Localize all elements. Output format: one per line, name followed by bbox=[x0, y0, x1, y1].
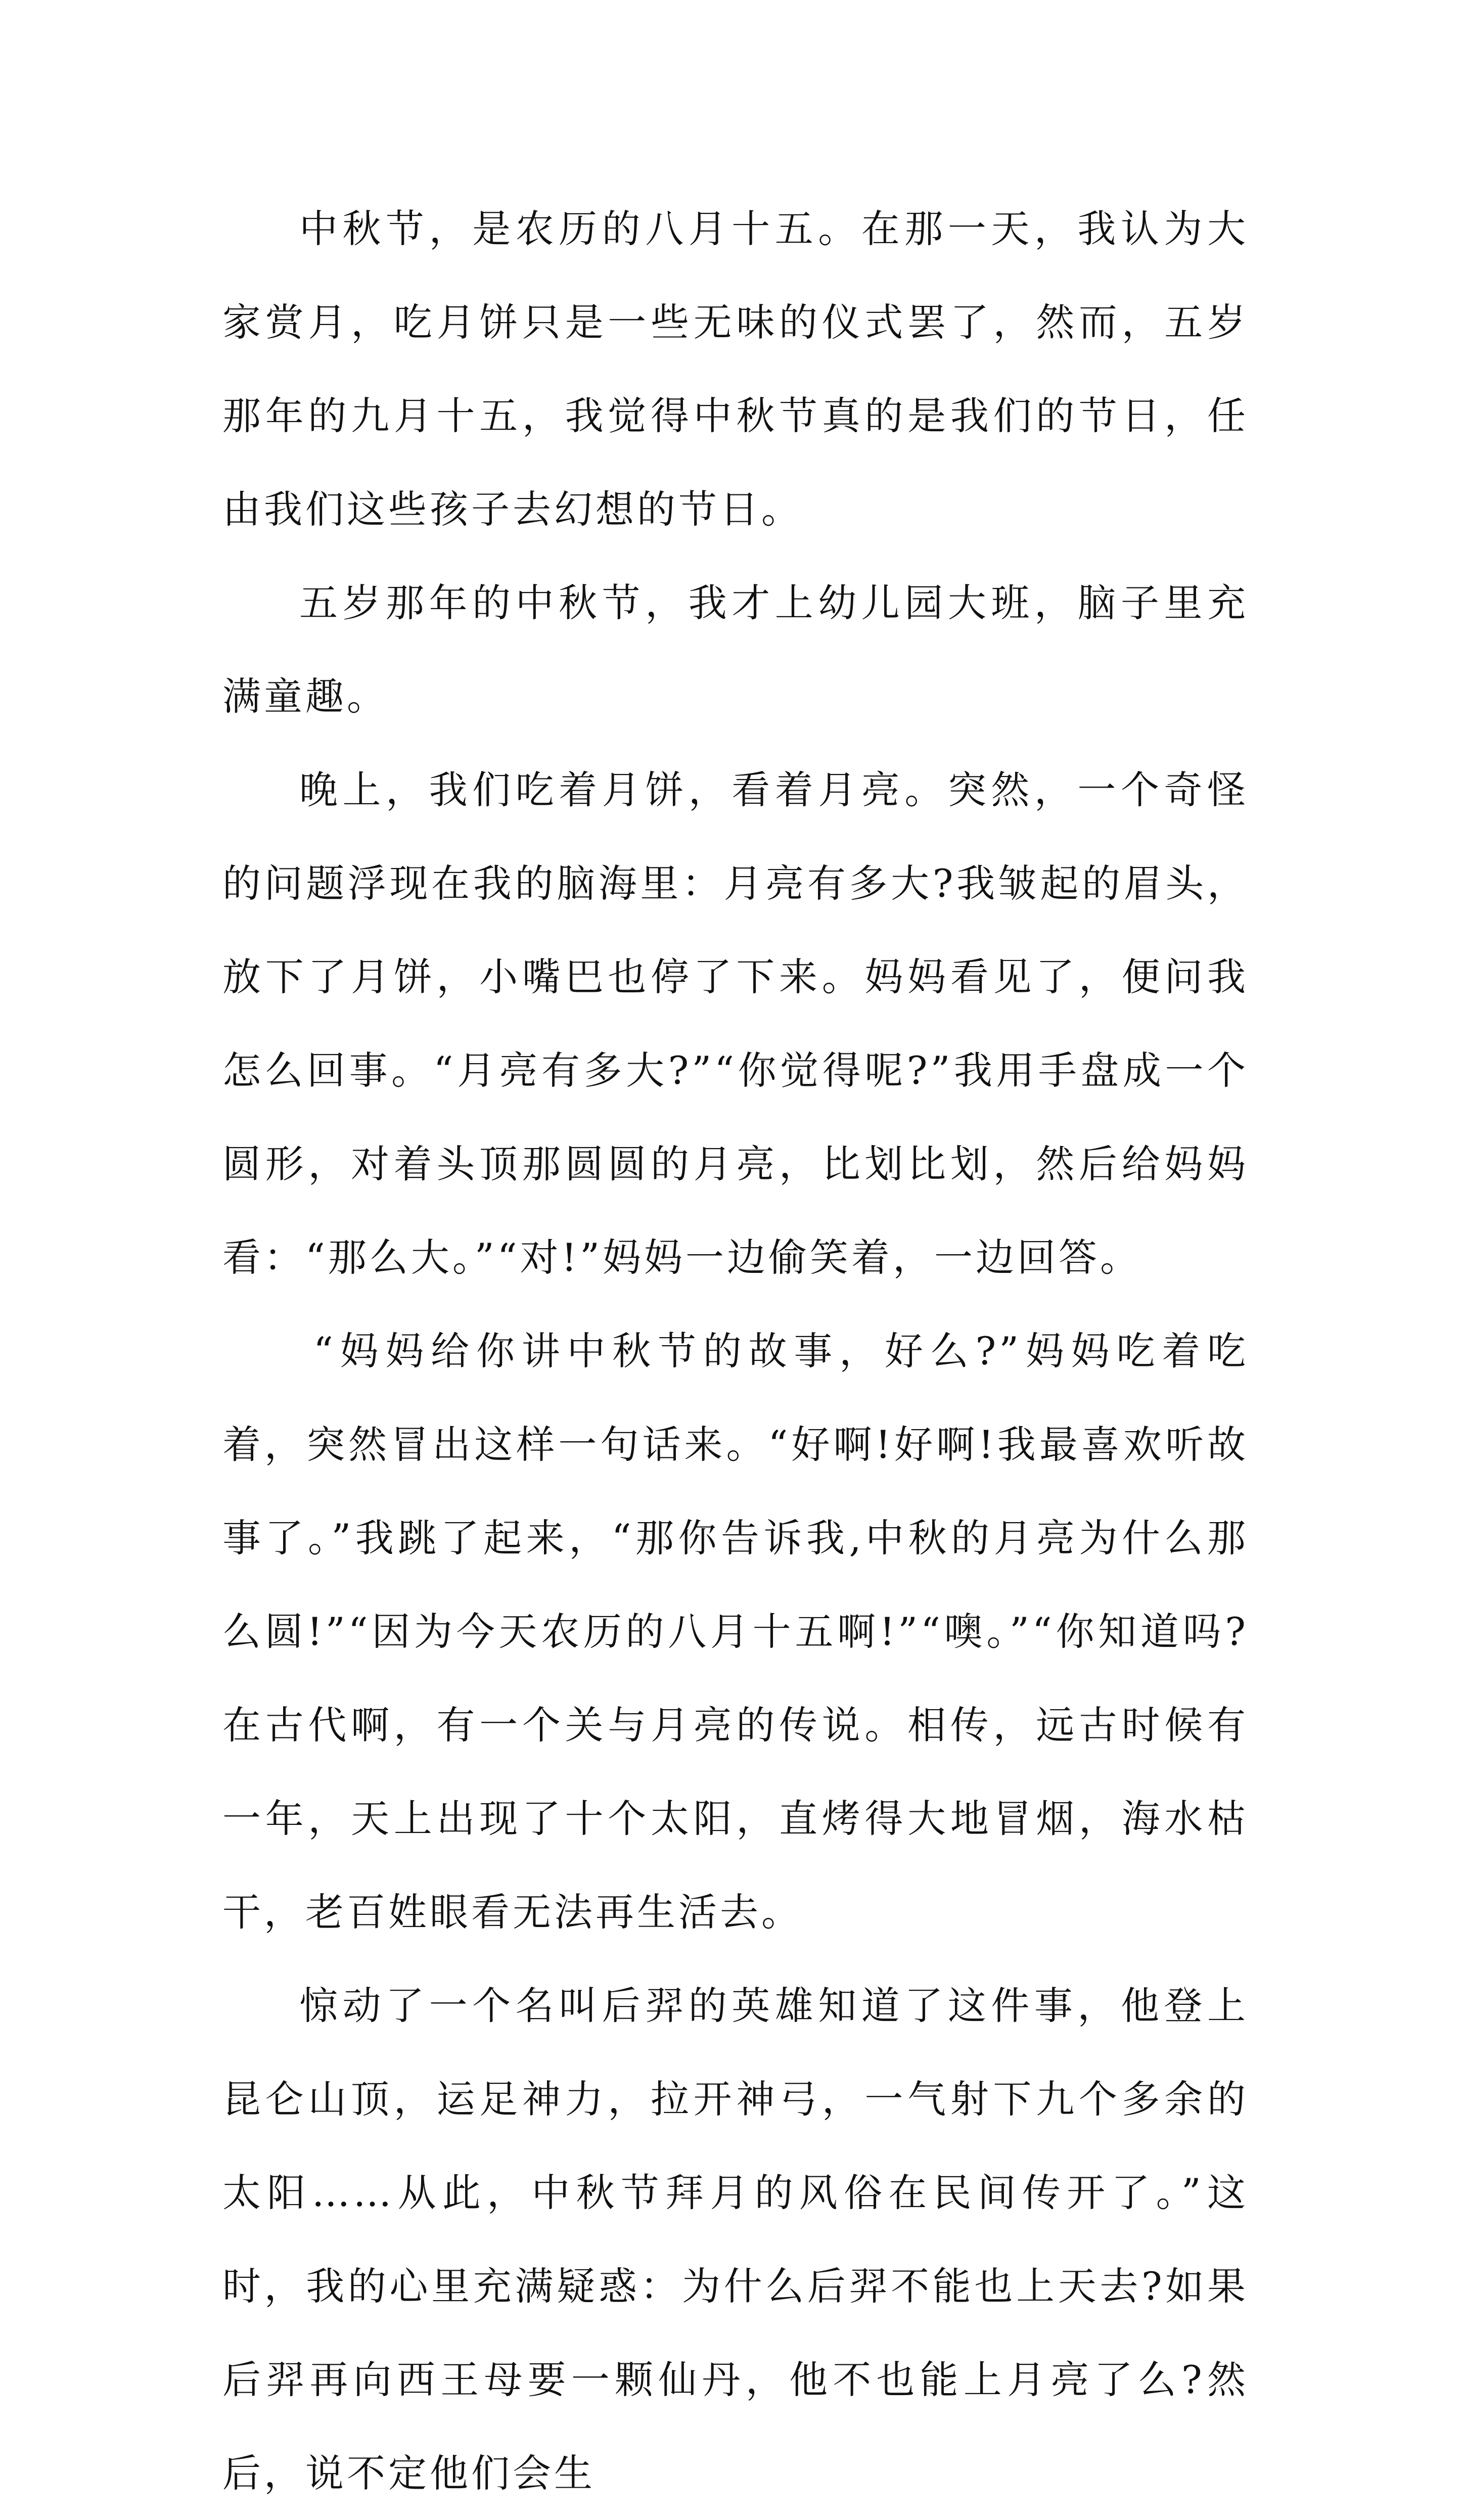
paragraph-1: 中秋节，是农历的八月十五。在那一天，我认为大家赏月，吃月饼只是一些无味的仪式罢了，然而，五岁那年的九月十五，我觉得中秋节真的是我们的节日，任由我们这些孩子去幻想的节日。 bbox=[222, 206, 1249, 532]
paragraph-4: “妈妈给你讲中秋节的故事，好么?”妈妈吃着吃着，突然冒出这样一句话来。“好啊!好啊!我最喜欢听故事了。”我跳了起来，“那你告诉我,中秋的月亮为什么那么圆!”“因为今天农历的八月十五啊!”“噢。”“你知道吗?在古代啊，有一个关与月亮的传说。相传，远古时候有一年，天上出现了十个太阳，直烤得大地冒烟，海水枯干，老百姓眼看无法再生活去。 bbox=[222, 1328, 1249, 1935]
paragraph-2: 五岁那年的中秋节，我才上幼儿园大班，脑子里充满童趣。 bbox=[222, 580, 1249, 719]
document-body bbox=[222, 182, 1249, 2520]
paragraph-5: 惊动了一个名叫后羿的英雄知道了这件事，他登上昆仑山顶，运足神力，拉开神弓，一气射下九个多余的太阳……从此，中秋节拜月的风俗在民间传开了。”这时，我的心里充满疑惑：为什么后羿不能也上天去?如果后羿再向西王母要一颗仙丹，他不也能上月亮了么?然后，说不定他们会生 bbox=[222, 1983, 1249, 2496]
paragraph-3: 晚上，我们吃着月饼，看着月亮。突然，一个奇怪的问题浮现在我的脑海里：月亮有多大?我皱起的眉头，放下了月饼，小嘴巴也停了下来。妈妈看见了，便问我怎么回事。“月亮有多大?”“你觉得呢?”我用手盘成一个圆形，对着头顶那圆圆的月亮，比划比划，然后给妈妈看：“那么大。”“对!”妈妈一边偷笑着，一边回答。 bbox=[222, 767, 1249, 1280]
